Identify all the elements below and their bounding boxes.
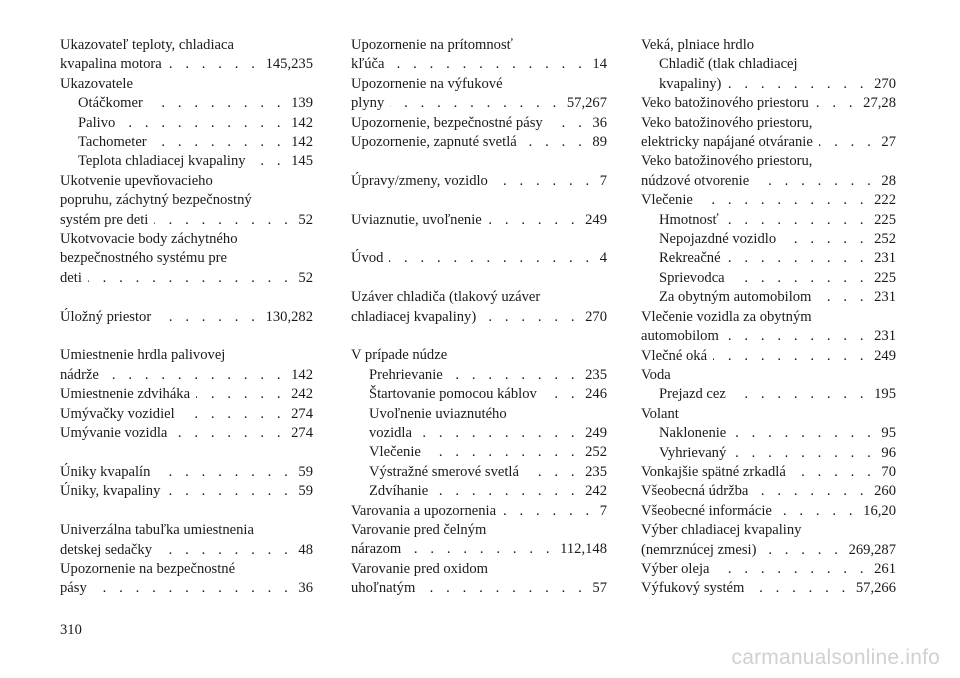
index-entry-term: Výfukový systém bbox=[641, 580, 745, 597]
dot-leader bbox=[762, 541, 842, 560]
index-entry-page: 112,148 bbox=[560, 541, 607, 558]
index-entry-page: 7 bbox=[599, 502, 607, 519]
index-entry bbox=[351, 211, 607, 230]
index-entry-term: Umývanie vozidla bbox=[60, 425, 168, 442]
index-entry-page: 252 bbox=[585, 444, 607, 461]
dot-leader bbox=[252, 152, 286, 171]
index-entry-page: 59 bbox=[298, 483, 313, 500]
index-entry-page: 27,28 bbox=[863, 95, 896, 112]
index-entry bbox=[60, 541, 313, 560]
dot-leader bbox=[755, 172, 875, 191]
index-entry-term: automobilom bbox=[641, 328, 719, 345]
dot-leader bbox=[819, 133, 876, 152]
index-entry-term: V prípade núdze bbox=[351, 347, 448, 364]
index-entry-term: Úložný priestor bbox=[60, 308, 152, 325]
index-entry bbox=[60, 211, 313, 230]
index-entry-term: Všeobecná údržba bbox=[641, 483, 749, 500]
dot-leader bbox=[153, 133, 285, 152]
index-entry bbox=[641, 114, 896, 133]
index-entry bbox=[641, 385, 896, 404]
dot-leader bbox=[523, 133, 587, 152]
index-entry-term: Naklonenie bbox=[659, 425, 727, 442]
index-entry-page: 225 bbox=[874, 211, 896, 228]
dot-leader bbox=[715, 560, 868, 579]
index-entry-page: 274 bbox=[291, 405, 313, 422]
index-entry bbox=[351, 560, 607, 579]
index-entry bbox=[641, 482, 896, 501]
index-entry-page: 225 bbox=[874, 269, 896, 286]
index-entry-page: 7 bbox=[599, 172, 607, 189]
index-entry bbox=[60, 308, 313, 327]
index-entry bbox=[60, 36, 313, 55]
index-entry bbox=[351, 540, 607, 559]
index-entry bbox=[641, 249, 896, 268]
index-entry-term: Palivo bbox=[78, 114, 116, 131]
index-entry-term: Umývačky vozidiel bbox=[60, 405, 175, 422]
index-entry-term: Štartovanie pomocou káblov bbox=[369, 386, 537, 403]
dot-leader bbox=[727, 249, 869, 268]
index-entry-page: 249 bbox=[874, 347, 896, 364]
index-entry-page: 28 bbox=[881, 172, 896, 189]
index-entry-term: Veko batožinového priestoru, bbox=[641, 114, 813, 131]
index-entry-term: Ukotvovacie body záchytného bbox=[60, 231, 238, 248]
index-entry-page: 16,20 bbox=[863, 502, 896, 519]
index-entry-page: 59 bbox=[298, 463, 313, 480]
index-entry-term: Varovanie pred čelným bbox=[351, 522, 487, 539]
index-entry-term: Uviaznutie, uvoľnenie bbox=[351, 211, 482, 228]
index-entry bbox=[641, 308, 896, 327]
dot-leader bbox=[157, 308, 259, 327]
index-entry bbox=[641, 172, 896, 191]
watermark-logo: carmanualsonline.info bbox=[731, 646, 940, 669]
index-entry bbox=[641, 463, 896, 482]
index-entry-term: plyny bbox=[351, 95, 385, 112]
index-entry bbox=[641, 55, 896, 74]
index-entry-page: 261 bbox=[874, 560, 896, 577]
dot-leader bbox=[754, 482, 868, 501]
index-entry bbox=[60, 172, 313, 191]
dot-leader bbox=[389, 249, 593, 268]
index-entry-page: 52 bbox=[298, 269, 313, 286]
index-entry bbox=[351, 521, 607, 540]
dot-leader bbox=[181, 405, 285, 424]
dot-leader bbox=[154, 211, 292, 230]
index-entry-term: Vlečenie bbox=[641, 192, 693, 209]
index-entry-page: 270 bbox=[874, 75, 896, 92]
index-entry bbox=[351, 36, 607, 55]
index-entry-term: kvapalina motora bbox=[60, 56, 162, 73]
index-entry-term: (nemrznúcej zmesi) bbox=[641, 541, 757, 558]
index-entry-term: Veko batožinového priestoru, bbox=[641, 153, 813, 170]
index-entry bbox=[351, 443, 607, 462]
index-entry-term: Hmotnosť bbox=[659, 211, 719, 228]
page-number: 310 bbox=[60, 622, 82, 638]
dot-leader bbox=[732, 385, 868, 404]
index-entry bbox=[641, 94, 896, 113]
index-entry-term: Vonkajšie spätné zrkadlá bbox=[641, 463, 786, 480]
index-entry-page: 57,267 bbox=[566, 95, 607, 112]
index-entry-term: Ukazovatele bbox=[60, 75, 133, 92]
index-entry-term: Upozornenie, bezpečnostné pásy bbox=[351, 114, 543, 131]
index-entry bbox=[60, 269, 313, 288]
index-entry-page: 130,282 bbox=[265, 308, 313, 325]
dot-leader bbox=[121, 114, 285, 133]
dot-leader bbox=[427, 443, 579, 462]
index-entry-term: Vyhrievaný bbox=[659, 444, 727, 461]
index-entry-page: 142 bbox=[291, 134, 313, 151]
index-entry-page: 70 bbox=[881, 463, 896, 480]
index-entry bbox=[351, 75, 607, 94]
dot-leader bbox=[543, 385, 579, 404]
index-entry-term: pásy bbox=[60, 580, 87, 597]
index-entry-term: Prejazd cez bbox=[659, 386, 726, 403]
index-entry-page: 246 bbox=[585, 386, 607, 403]
dot-leader bbox=[494, 172, 594, 191]
index-entry-term: kvapaliny) bbox=[659, 75, 722, 92]
index-entry-term: Uvoľnenie uviaznutého bbox=[369, 405, 507, 422]
index-entry-term: Upozornenie, zapnuté svetlá bbox=[351, 134, 517, 151]
index-entry-page: 27 bbox=[881, 134, 896, 151]
dot-leader bbox=[731, 269, 868, 288]
index-entry bbox=[641, 36, 896, 55]
index-entry-term: Zdvíhanie bbox=[369, 483, 429, 500]
dot-leader bbox=[173, 424, 285, 443]
index-entry-term: Všeobecné informácie bbox=[641, 502, 772, 519]
index-entry bbox=[60, 385, 313, 404]
index-entry-term: Prehrievanie bbox=[369, 366, 443, 383]
index-entry-term: Za obytným automobilom bbox=[659, 289, 812, 306]
index-entry bbox=[641, 211, 896, 230]
index-entry-term: Rekreačné bbox=[659, 250, 721, 267]
dot-leader bbox=[421, 579, 586, 598]
index-entry bbox=[641, 541, 896, 560]
index-entry bbox=[60, 521, 313, 540]
index-entry-term: elektricky napájané otváranie bbox=[641, 134, 813, 151]
dot-leader bbox=[732, 444, 875, 463]
index-entry-page: 96 bbox=[881, 444, 896, 461]
index-entry-page: 142 bbox=[291, 114, 313, 131]
dot-leader bbox=[390, 94, 561, 113]
index-entry bbox=[351, 133, 607, 152]
index-entry bbox=[351, 385, 607, 404]
index-column-1 bbox=[60, 36, 313, 599]
index-entry bbox=[60, 230, 313, 249]
index-entry bbox=[641, 521, 896, 540]
index-entry-page: 4 bbox=[599, 250, 607, 267]
index-entry-page: 231 bbox=[874, 250, 896, 267]
index-entry bbox=[641, 424, 896, 443]
index-entry bbox=[351, 308, 607, 327]
dot-leader bbox=[149, 94, 285, 113]
dot-leader bbox=[418, 424, 579, 443]
index-entry-term: vozidla bbox=[369, 425, 412, 442]
dot-leader bbox=[778, 502, 857, 521]
index-entry-term: Tachometer bbox=[78, 134, 147, 151]
index-entry bbox=[60, 424, 313, 443]
index-entry bbox=[60, 560, 313, 579]
index-entry bbox=[641, 405, 896, 424]
index-entry-term: Umiestnenie zdviháka bbox=[60, 386, 191, 403]
index-entry-page: 139 bbox=[291, 95, 313, 112]
index-entry bbox=[641, 133, 896, 152]
index-entry-term: Úpravy/zmeny, vozidlo bbox=[351, 172, 488, 189]
index-entry bbox=[60, 463, 313, 482]
dot-leader bbox=[158, 541, 292, 560]
index-entry-term: Upozornenie na prítomnosť bbox=[351, 37, 513, 53]
index-entry-page: 14 bbox=[592, 56, 607, 73]
index-entry-page: 242 bbox=[585, 483, 607, 500]
index-entry bbox=[351, 346, 607, 365]
index-entry-term: popruhu, záchytný bezpečnostný bbox=[60, 192, 252, 209]
index-entry bbox=[351, 502, 607, 521]
dot-leader bbox=[407, 540, 554, 559]
index-entry-term: uhoľnatým bbox=[351, 580, 416, 597]
index-entry-page: 95 bbox=[881, 425, 896, 442]
index-entry-term: Ukotvenie upevňovacieho bbox=[60, 172, 213, 189]
index-entry-page: 274 bbox=[291, 425, 313, 442]
index-entry bbox=[641, 75, 896, 94]
dot-leader bbox=[88, 269, 293, 288]
dot-leader bbox=[699, 191, 868, 210]
dot-leader bbox=[482, 308, 579, 327]
index-entry-term: Teplota chladiacej kvapaliny bbox=[78, 153, 246, 170]
index-entry bbox=[641, 288, 896, 307]
index-entry-term: Výber chladiacej kvapaliny bbox=[641, 522, 802, 539]
index-entry bbox=[641, 152, 896, 171]
index-entry-page: 89 bbox=[592, 134, 607, 151]
index-entry-page: 235 bbox=[585, 463, 607, 480]
index-entry bbox=[60, 75, 313, 94]
index-entry bbox=[351, 405, 607, 424]
index-entry bbox=[351, 579, 607, 598]
index-entry bbox=[641, 191, 896, 210]
dot-leader bbox=[93, 579, 293, 598]
dot-leader bbox=[727, 75, 868, 94]
dot-leader bbox=[732, 424, 875, 443]
index-entry-page: 222 bbox=[874, 192, 896, 209]
index-entry-term: Varovanie pred oxidom bbox=[351, 560, 488, 577]
index-entry-page: 269,287 bbox=[848, 541, 896, 558]
index-entry bbox=[641, 230, 896, 249]
index-entry bbox=[60, 579, 313, 598]
dot-leader bbox=[434, 482, 579, 501]
index-entry bbox=[351, 94, 607, 113]
dot-leader bbox=[449, 366, 579, 385]
dot-leader bbox=[156, 463, 292, 482]
dot-leader bbox=[817, 288, 868, 307]
dot-leader bbox=[782, 230, 868, 249]
index-entry-term: kľúča bbox=[351, 56, 385, 73]
index-entry-term: Ukazovateľ teploty, chladiaca bbox=[60, 37, 234, 53]
index-entry bbox=[351, 424, 607, 443]
index-entry-term: Otáčkomer bbox=[78, 95, 143, 112]
index-entry bbox=[641, 366, 896, 385]
index-entry-term: Volant bbox=[641, 405, 679, 422]
index-entry-page: 195 bbox=[874, 386, 896, 403]
dot-leader bbox=[725, 211, 868, 230]
dot-leader bbox=[549, 114, 587, 133]
index-entry-term: detskej sedačky bbox=[60, 541, 152, 558]
index-entry-term: deti bbox=[60, 269, 82, 286]
index-entry-term: Úvod bbox=[351, 250, 384, 267]
index-entry bbox=[641, 269, 896, 288]
dot-leader bbox=[105, 366, 285, 385]
dot-leader bbox=[815, 94, 857, 113]
index-entry-page: 145,235 bbox=[265, 56, 313, 73]
dot-leader bbox=[166, 482, 292, 501]
index-entry-term: Veká, plniace hrdlo bbox=[641, 37, 755, 53]
index-entry-page: 270 bbox=[585, 308, 607, 325]
dot-leader bbox=[525, 463, 579, 482]
index-entry bbox=[351, 366, 607, 385]
index-entry-page: 36 bbox=[592, 114, 607, 131]
index-entry bbox=[60, 191, 313, 210]
index-entry-term: Chladič (tlak chladiacej bbox=[659, 56, 798, 73]
index-entry-page: 231 bbox=[874, 289, 896, 306]
index-entry bbox=[351, 172, 607, 191]
dot-leader bbox=[725, 327, 868, 346]
index-entry-page: 57 bbox=[592, 580, 607, 597]
index-entry bbox=[641, 347, 896, 366]
index-entry bbox=[60, 94, 313, 113]
index-entry-term: Úniky, kvapaliny bbox=[60, 483, 161, 500]
index-entry bbox=[60, 482, 313, 501]
index-entry-term: Uzáver chladiča (tlakový uzáver bbox=[351, 289, 541, 306]
index-entry-term: bezpečnostného systému pre bbox=[60, 250, 227, 267]
index-column-2 bbox=[351, 36, 607, 599]
index-entry-page: 57,266 bbox=[855, 580, 896, 597]
dot-leader bbox=[488, 211, 579, 230]
index-entry-term: Úniky kvapalín bbox=[60, 463, 151, 480]
index-entry-page: 52 bbox=[298, 211, 313, 228]
index-entry-page: 242 bbox=[291, 386, 313, 403]
index-entry-term: Veko batožinového priestoru bbox=[641, 95, 809, 112]
index-entry-page: 142 bbox=[291, 366, 313, 383]
index-entry bbox=[60, 249, 313, 268]
index-entry-term: nárazom bbox=[351, 541, 402, 558]
index-entry bbox=[60, 405, 313, 424]
index-entry-page: 249 bbox=[585, 425, 607, 442]
index-entry bbox=[60, 366, 313, 385]
index-entry-term: Upozornenie na výfukové bbox=[351, 75, 503, 92]
index-entry bbox=[60, 346, 313, 365]
index-entry-term: Vlečné oká bbox=[641, 347, 708, 364]
index-entry bbox=[641, 444, 896, 463]
index-entry bbox=[641, 560, 896, 579]
index-entry bbox=[641, 327, 896, 346]
index-entry-page: 260 bbox=[874, 483, 896, 500]
index-entry-page: 231 bbox=[874, 328, 896, 345]
index-entry-term: Vlečenie vozidla za obytným bbox=[641, 308, 812, 325]
index-entry-term: Vlečenie bbox=[369, 444, 421, 461]
index-entry-term: nádrže bbox=[60, 366, 99, 383]
index-entry-page: 145 bbox=[291, 153, 313, 170]
dot-leader bbox=[713, 347, 868, 366]
index-entry-term: Výber oleja bbox=[641, 560, 710, 577]
index-entry-term: Upozornenie na bezpečnostné bbox=[60, 560, 236, 577]
index-entry-term: Výstražné smerové svetlá bbox=[369, 463, 519, 480]
index-entry bbox=[60, 55, 313, 74]
index-entry-term: Univerzálna tabuľka umiestnenia bbox=[60, 522, 254, 539]
index-entry-page: 235 bbox=[585, 366, 607, 383]
index-entry bbox=[60, 133, 313, 152]
index-entry bbox=[351, 114, 607, 133]
index-entry-term: Varovania a upozornenia bbox=[351, 502, 497, 519]
dot-leader bbox=[168, 55, 260, 74]
index-entry-page: 36 bbox=[298, 580, 313, 597]
index-entry-page: 252 bbox=[874, 231, 896, 248]
index-entry bbox=[351, 249, 607, 268]
index-entry-term: Voda bbox=[641, 366, 671, 383]
dot-leader bbox=[792, 463, 876, 482]
dot-leader bbox=[750, 579, 849, 598]
index-entry bbox=[351, 55, 607, 74]
dot-leader bbox=[390, 55, 586, 74]
index-entry bbox=[641, 502, 896, 521]
index-entry-page: 48 bbox=[298, 541, 313, 558]
index-entry-page: 249 bbox=[585, 211, 607, 228]
index-entry-term: chladiacej kvapaliny) bbox=[351, 308, 477, 325]
index-entry bbox=[60, 114, 313, 133]
dot-leader bbox=[502, 502, 594, 521]
index-entry bbox=[641, 579, 896, 598]
index-entry bbox=[351, 288, 607, 307]
index-entry bbox=[351, 463, 607, 482]
index-entry bbox=[351, 482, 607, 501]
index-entry-term: Umiestnenie hrdla palivovej bbox=[60, 347, 226, 364]
index-entry bbox=[60, 152, 313, 171]
index-entry-term: núdzové otvorenie bbox=[641, 172, 750, 189]
index-entry-term: Nepojazdné vozidlo bbox=[659, 231, 777, 248]
index-entry-term: systém pre deti bbox=[60, 211, 149, 228]
index-column-3 bbox=[641, 36, 896, 599]
index-entry-term: Sprievodca bbox=[659, 269, 725, 286]
dot-leader bbox=[196, 385, 285, 404]
